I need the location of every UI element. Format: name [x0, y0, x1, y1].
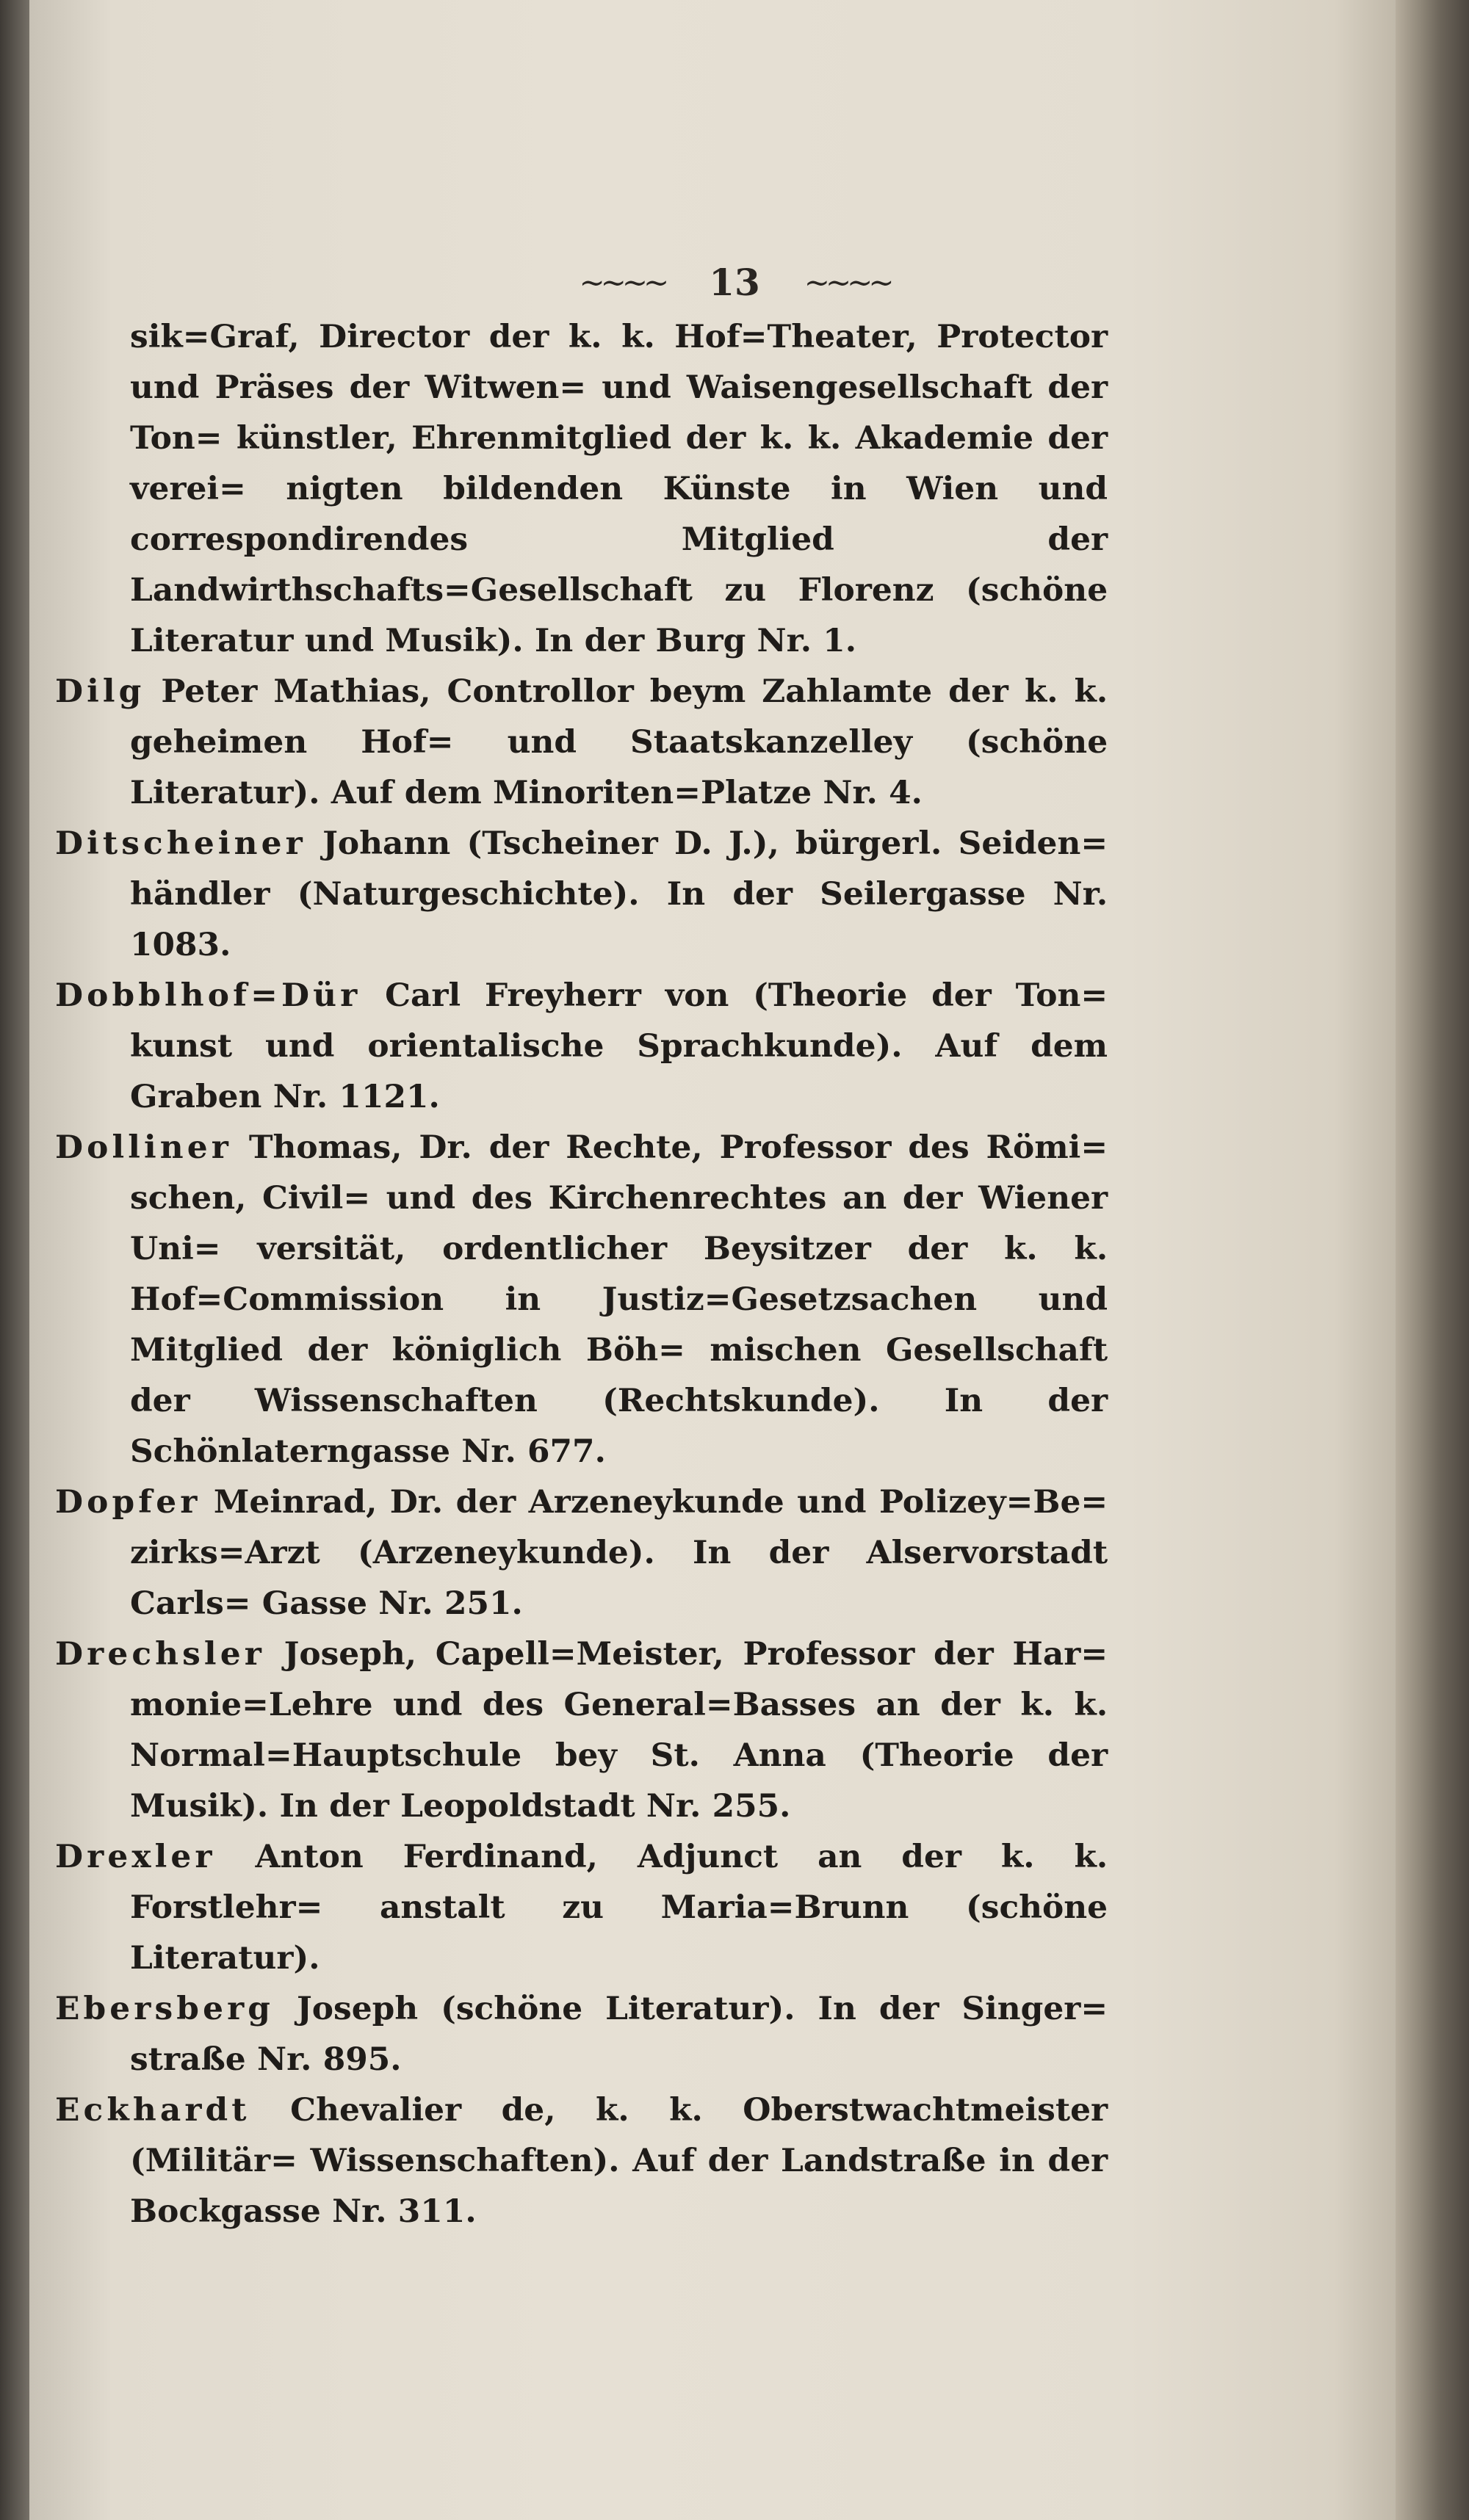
entry-ebersberg — [55, 1984, 1108, 2085]
entry-text: Meinrad, Dr. der Arzeneykunde und Polizey=Be= zirks=Arzt (Arzeneykunde). In der Alservorstadt Carls= Gasse Nr. 251. — [130, 1484, 1108, 1622]
entry-eckhardt — [55, 2085, 1108, 2237]
entry-name: Ditscheiner — [55, 825, 306, 862]
entry-text: Peter Mathias, Controllor beym Zahlamte der k. k. geheimen Hof= und Staatskanzelley (schöne Literatur). Auf dem Minoriten=Platze Nr. 4. — [130, 673, 1108, 811]
entry-text: Thomas, Dr. der Rechte, Professor des Römi= schen, Civil= und des Kirchenrechtes an der Wiener Uni= versität, ordentlicher Beysitzer der k. k. Hof=Commission in Justiz=Gesetzsachen und Mitglied der königlich Böh= mischen Gesellschaft der Wissenschaften (Rechtskunde). In der Schönlaterngasse Nr. 677. — [130, 1129, 1108, 1470]
entry-text: Johann (Tscheiner D. J.), bürgerl. Seiden= händler (Naturgeschichte). In der Seilergasse Nr. 1083. — [130, 825, 1108, 963]
entry-name: Dilg — [55, 673, 145, 710]
entry-text: Joseph, Capell=Meister, Professor der Har= monie=Lehre und des General=Basses an der k. k. Normal=Hauptschule bey St. Anna (Theorie der Musik). In der Leopoldstadt Nr. 255. — [130, 1636, 1108, 1825]
page-number: 13 — [709, 261, 760, 304]
entry-dilg — [55, 667, 1108, 819]
entry-ditscheiner — [55, 819, 1108, 971]
entry-dobblhof — [55, 971, 1108, 1123]
ornament-right: ~~~~ — [804, 264, 890, 300]
entry-text: Chevalier de, k. k. Oberstwachtmeister (Militär= Wissenschaften). Auf der Landstraße in der Bockgasse Nr. 311. — [130, 2092, 1108, 2230]
entry-text: Joseph (schöne Literatur). In der Singer= straße Nr. 895. — [130, 1991, 1108, 2078]
entry-dolliner — [55, 1123, 1108, 1477]
entry-name: Drechsler — [55, 1636, 265, 1673]
entry-drexler — [55, 1832, 1108, 1984]
entry-name: Eckhardt — [55, 2092, 250, 2129]
entry-text: Anton Ferdinand, Adjunct an der k. k. Forstlehr= anstalt zu Maria=Brunn (schöne Literatur). — [130, 1839, 1108, 1977]
entry-list — [55, 312, 1108, 2237]
entry-name: Dobblhof=Dür — [55, 977, 361, 1014]
entry-text: Carl Freyherr von (Theorie der Ton= kunst und orientalische Sprachkunde). Auf dem Graben Nr. 1121. — [130, 977, 1108, 1115]
entry-continuation — [55, 312, 1108, 667]
entry-text: sik=Graf, Director der k. k. Hof=Theater, Protector und Präses der Witwen= und Waisengesellschaft der Ton= künstler, Ehrenmitglied der k. k. Akademie der verei= nigten bildenden Künste in Wien und correspondirendes Mitglied der Landwirthschafts=Gesellschaft zu Florenz (schöne Literatur und Musik). In der Burg Nr. 1. — [130, 319, 1108, 659]
entry-name: Dopfer — [55, 1484, 201, 1521]
entry-name: Drexler — [55, 1839, 216, 1875]
page-header — [0, 261, 1469, 304]
entry-dopfer — [55, 1477, 1108, 1629]
entry-name: Ebersberg — [55, 1991, 275, 2027]
ornament-left: ~~~~ — [579, 264, 665, 300]
entry-drechsler — [55, 1629, 1108, 1832]
entry-name: Dolliner — [55, 1129, 232, 1166]
page-edge — [1396, 0, 1469, 2520]
